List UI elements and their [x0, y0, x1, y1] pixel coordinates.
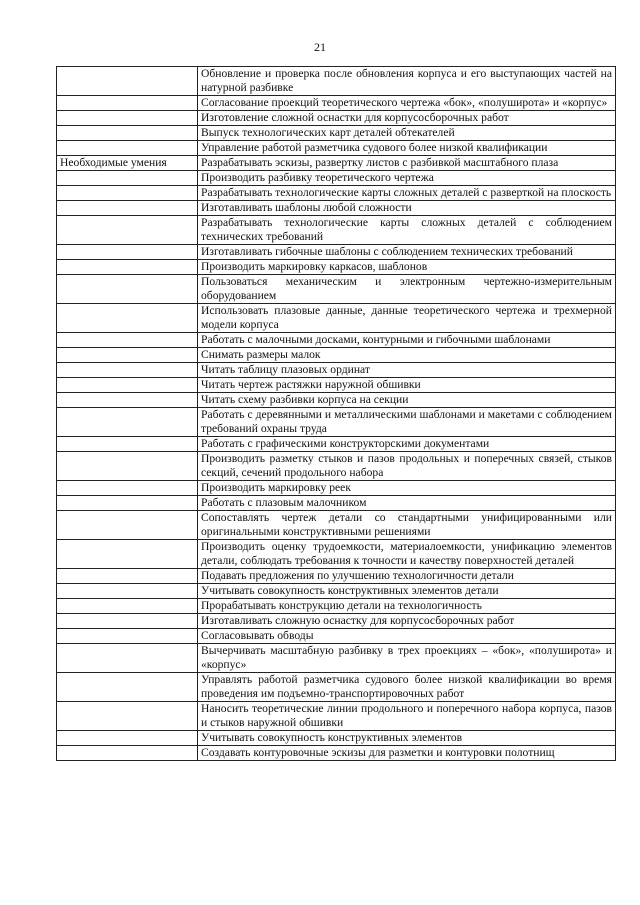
row-text: Производить разметку стыков и пазов продольных и поперечных связей, стыков секций, сечений продольного набора [198, 452, 616, 481]
label-cell [57, 171, 198, 186]
table-row [57, 644, 616, 673]
label-cell [57, 216, 198, 245]
table-row [57, 201, 616, 216]
table-row [57, 584, 616, 599]
label-cell [57, 201, 198, 216]
label-cell [57, 481, 198, 496]
label-cell [57, 673, 198, 702]
label-cell [57, 260, 198, 275]
row-text: Выпуск технологических карт деталей обтекателей [198, 126, 616, 141]
label-cell [57, 496, 198, 511]
label-cell [57, 629, 198, 644]
label-cell [57, 437, 198, 452]
row-text: Работать с плазовым малочником [198, 496, 616, 511]
label-cell [57, 584, 198, 599]
label-cell [57, 67, 198, 96]
row-text: Изготавливать шаблоны любой сложности [198, 201, 616, 216]
table-row [57, 156, 616, 171]
label-cell [57, 126, 198, 141]
row-text: Производить маркировку реек [198, 481, 616, 496]
row-text: Работать с графическими конструкторскими документами [198, 437, 616, 452]
row-text: Разрабатывать технологические карты сложных деталей с разверткой на плоскость [198, 186, 616, 201]
label-cell [57, 599, 198, 614]
table-row [57, 260, 616, 275]
table-row [57, 540, 616, 569]
row-text: Читать чертеж растяжки наружной обшивки [198, 378, 616, 393]
row-text: Работать с малочными досками, контурными и гибочными шаблонами [198, 333, 616, 348]
row-text: Наносить теоретические линии продольного и поперечного набора корпуса, пазов и стыков наружной обшивки [198, 702, 616, 731]
row-text: Обновление и проверка после обновления корпуса и его выступающих частей на натурной разбивке [198, 67, 616, 96]
row-text: Читать схему разбивки корпуса на секции [198, 393, 616, 408]
label-cell [57, 304, 198, 333]
label-cell [57, 275, 198, 304]
row-text: Сопоставлять чертеж детали со стандартными унифицированными или оригинальными конструктивными решениями [198, 511, 616, 540]
label-cell [57, 141, 198, 156]
label-cell [57, 569, 198, 584]
table-row [57, 629, 616, 644]
table-row [57, 141, 616, 156]
row-text: Изготавливать гибочные шаблоны с соблюдением технических требований [198, 245, 616, 260]
table-row [57, 126, 616, 141]
table-row [57, 614, 616, 629]
label-cell [57, 746, 198, 761]
label-cell [57, 363, 198, 378]
row-text: Производить маркировку каркасов, шаблонов [198, 260, 616, 275]
label-cell [57, 644, 198, 673]
label-cell [57, 393, 198, 408]
label-cell [57, 245, 198, 260]
table-row [57, 216, 616, 245]
row-text: Использовать плазовые данные, данные теоретического чертежа и трехмерной модели корпуса [198, 304, 616, 333]
label-cell [57, 702, 198, 731]
row-text: Снимать размеры малок [198, 348, 616, 363]
label-cell [57, 333, 198, 348]
table-row [57, 731, 616, 746]
table-row [57, 393, 616, 408]
row-text: Учитывать совокупность конструктивных элементов детали [198, 584, 616, 599]
label-cell [57, 540, 198, 569]
table-row [57, 171, 616, 186]
table-row [57, 599, 616, 614]
table-row [57, 333, 616, 348]
table-row [57, 408, 616, 437]
row-text: Вычерчивать масштабную разбивку в трех проекциях – «бок», «полуширота» и «корпус» [198, 644, 616, 673]
label-cell [57, 111, 198, 126]
table-row [57, 673, 616, 702]
row-text: Изготовление сложной оснастки для корпусосборочных работ [198, 111, 616, 126]
table-row [57, 569, 616, 584]
table-row [57, 702, 616, 731]
table-row [57, 111, 616, 126]
row-text: Производить оценку трудоемкости, материалоемкости, унификацию элементов детали, соблюдать требования к точности и качеству поверхностей деталей [198, 540, 616, 569]
label-cell [57, 511, 198, 540]
row-text: Согласовывать обводы [198, 629, 616, 644]
table-row [57, 245, 616, 260]
table-row [57, 275, 616, 304]
row-text: Пользоваться механическим и электронным чертежно-измерительным оборудованием [198, 275, 616, 304]
label-cell [57, 186, 198, 201]
row-text: Согласование проекций теоретического чертежа «бок», «полуширота» и «корпус» [198, 96, 616, 111]
row-text: Управление работой разметчика судового более низкой квалификации [198, 141, 616, 156]
table-row [57, 348, 616, 363]
table-row [57, 186, 616, 201]
table-row [57, 96, 616, 111]
label-cell [57, 408, 198, 437]
page-number: 21 [314, 40, 326, 54]
table-row [57, 363, 616, 378]
row-text: Управлять работой разметчика судового более низкой квалификации во время проведения им подъемно-транспортировочных работ [198, 673, 616, 702]
label-cell [57, 378, 198, 393]
section-label: Необходимые умения [57, 156, 198, 171]
table-row [57, 452, 616, 481]
label-cell [57, 96, 198, 111]
row-text: Создавать контуровочные эскизы для разметки и контуровки полотнищ [198, 746, 616, 761]
row-text: Читать таблицу плазовых ординат [198, 363, 616, 378]
table-row [57, 746, 616, 761]
table-row [57, 496, 616, 511]
table-row [57, 437, 616, 452]
row-text: Учитывать совокупность конструктивных элементов [198, 731, 616, 746]
row-text: Прорабатывать конструкцию детали на технологичность [198, 599, 616, 614]
label-cell [57, 348, 198, 363]
row-text: Производить разбивку теоретического чертежа [198, 171, 616, 186]
table-row [57, 67, 616, 96]
row-text: Подавать предложения по улучшению технологичности детали [198, 569, 616, 584]
row-text: Разрабатывать эскизы, развертку листов с разбивкой масштабного плаза [198, 156, 616, 171]
label-cell [57, 452, 198, 481]
table-row [57, 378, 616, 393]
label-cell [57, 731, 198, 746]
table-row [57, 511, 616, 540]
row-text: Работать с деревянными и металлическими шаблонами и макетами с соблюдением требований охраны труда [198, 408, 616, 437]
label-cell [57, 614, 198, 629]
table-row [57, 481, 616, 496]
table-row [57, 304, 616, 333]
row-text: Разрабатывать технологические карты сложных деталей с соблюдением технических требований [198, 216, 616, 245]
row-text: Изготавливать сложную оснастку для корпусосборочных работ [198, 614, 616, 629]
requirements-table [56, 66, 616, 761]
